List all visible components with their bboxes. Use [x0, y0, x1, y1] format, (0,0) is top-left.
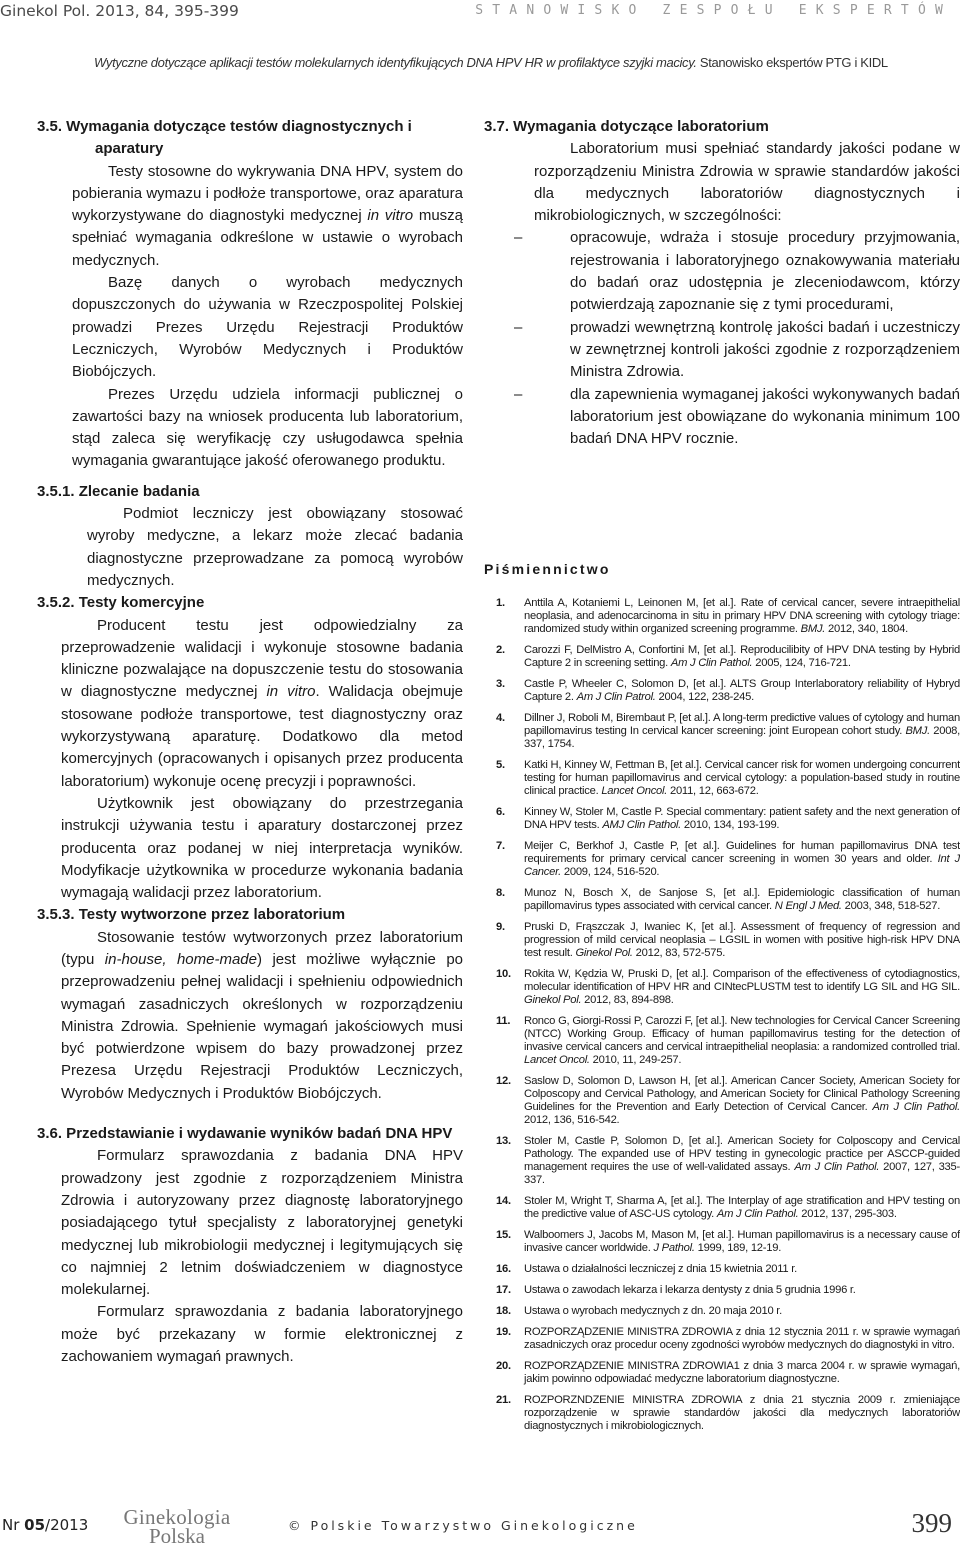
heading-3-5-2: 3.5.2. Testy komercyjne	[37, 594, 205, 612]
heading-3-7: 3.7. Wymagania dotyczące laboratorium	[484, 118, 769, 135]
section-label: STANOWISKO ZESPOŁU EKSPERTÓW	[475, 3, 952, 18]
paragraph: Prezes Urzędu udziela informacji publicznej o zawartości bazy na wniosek producenta lub laboratorium, stąd zaleca się weryfikację czy usługodawca spełnia wymagania gwarantujące jakość oferowanego produktu.	[72, 385, 463, 470]
section-3-5-2-body	[37, 615, 463, 905]
paragraph: Producent testu jest odpowiedzialny za przeprowadzenie walidacji i wykonuje stosowne badania kliniczne pozwalające na dopuszczenie testu do stosowania w diagnostyczne medycznej in vitro. Walidacja obejmuje stosowane podłoże transportowe, test diagnostyczny oraz wykorzystywaną aparaturę. Dodatkowo dla metod komercyjnych (opracowanych i opisanych przez producenta laboratorium) wykonuje ocenę precyzji i poprawności.	[61, 616, 464, 790]
reference-item: 19. ROZPORZĄDZENIE MINISTRA ZDROWIA z dnia 12 stycznia 2011 r. w sprawie wymagań zasadniczych oraz procedur oceny zgodności wyrobów medycznych do diagnostyki in vitro.	[496, 1325, 960, 1351]
requirements-list	[534, 227, 960, 450]
reference-item: 1. Anttila A, Kotaniemi L, Leinonen M, [et al.]. Rate of cervical cancer, severe intraepithelial neoplasia, and adenocarcinoma in situ in primary HPV DNA screening with cytology triage: randomized study within organized screening programme. BMJ. 2012, 340, 1804.	[496, 596, 960, 635]
reference-item: 7. Meijer C, Berkhof J, Castle P, [et al.]. Guidelines for human papillomavirus DNA test requirements for primary cervical cancer screening in women 30 years and older. Int J Cancer. 2009, 124, 516-520.	[496, 839, 960, 878]
paragraph: Laboratorium musi spełniać standardy jakości podane w rozporządzeniu Ministra Zdrowia w sprawie standardów jakości dla medycznych laboratoriów diagnostycznych i mikrobiologicznych, w szczególności:	[534, 140, 960, 225]
section-3-7-body	[484, 138, 960, 227]
reference-item: 11. Ronco G, Giorgi-Rossi P, Carozzi F, [et al.]. New technologies for Cervical Cancer Screening (NTCC) Working Group. Efficacy of human papillomavirus testing for the detection of invasive cervical cancers and cervical intraepithelial neoplasia: a randomized controlled trial. Lancet Oncol. 2010, 11, 249-257.	[496, 1014, 960, 1066]
journal-logo: Ginekologia Polska	[123, 1505, 231, 1543]
subtitle-normal: Stanowisko ekspertów PTG i KIDL	[699, 55, 888, 70]
reference-item: 12. Saslow D, Solomon D, Lawson H, [et al.]. American Cancer Society, American Society for Colposcopy and Cervical Pathology, and American Society for Clinical Pathology Screening Guidelines for the Prevention and Early Detection of Cervical Cancer. Am J Clin Pathol. 2012, 136, 516-542.	[496, 1074, 960, 1126]
list-item: – opracowuje, wdraża i stosuje procedury przyjmowania, rejestrowania i laboratoryjnego oznakowywania materiału do badań oraz udostępnia je zleceniodawcom, którzy potwierdzają zapoznanie się z tymi procedurami,	[534, 227, 960, 316]
list-item: – prowadzi wewnętrzną kontrolę jakości badań i uczestniczy w zewnętrznej kontroli jakości zgodnie z rozporządzeniem Ministra Zdrowia.	[534, 317, 960, 384]
page-number: 399	[911, 1508, 952, 1538]
paragraph: Stosowanie testów wytworzonych przez laboratorium (typu in-house, home-made) jest możliwe wyłącznie po przeprowadzeniu pełnej walidacji i spełnieniu odpowiednich wymagań zasadniczych określonych w rozporządzeniu Ministra Zdrowia. Spełnienie wymagań jakościowych musi być potwierdzone wpisem do bazy prowadzonej przez Prezesa Urzędu Rejestracji Produktów Leczniczych, Wyrobów Medycznych i Produktów Biobójczych.	[61, 928, 463, 1102]
paragraph: Podmiot leczniczy jest obowiązany stosować wyroby medyczne, a lekarz może zlecać badania diagnostyczne przeprowadzane za pomocą wyrobów medycznych.	[87, 505, 463, 589]
reference-item: 15. Walboomers J, Jacobs M, Mason M, [et al.]. Human papillomavirus is a necessary cause of invasive cancer worldwide. J Pathol. 1999, 189, 12-19.	[496, 1228, 960, 1254]
references-list	[484, 597, 960, 1433]
reference-item: 18. Ustawa o wyrobach medycznych z dn. 20 maja 2010 r.	[496, 1304, 782, 1317]
heading-3-5-3: 3.5.3. Testy wytworzone przez laboratorium	[37, 906, 346, 924]
section-3-5-body	[37, 161, 463, 473]
paragraph: Formularz sprawozdania z badania DNA HPV prowadzony jest zgodnie z rozporządzeniem Ministra Zdrowia i autoryzowany przez diagnostę laboratoryjnego posiadającego tytuł specjalisty z laboratoryjnej genetyki medycznej lub mikrobiologii medycznej i legitymujących się co najmniej 2 letnim doświadczeniem w diagnostyce molekularnej.	[61, 1147, 463, 1299]
reference-item: 2. Carozzi F, DelMistro A, Confortini M, [et al.]. Reproducilibity of HPV DNA testing by Hybrid Capture 2 in screening setting. Am J Clin Pathol. 2005, 124, 716-721.	[496, 643, 960, 669]
section-3-6-body	[37, 1145, 463, 1368]
journal-citation: Ginekol Pol. 2013, 84, 395-399	[0, 2, 239, 20]
reference-item: 13. Stoler M, Castle P, Solomon D, [et al.]. American Society for Colposcopy and Cervical Pathology. The expanded use of HPV testing in gynecologic practice per ASCCP-guided management requires the use of well-validated assays. Am J Clin Pathol. 2007, 127, 335-337.	[496, 1134, 960, 1186]
right-column	[484, 116, 960, 1441]
left-column	[37, 116, 463, 1368]
paragraph: Testy stosowne do wykrywania DNA HPV, system do pobierania wymazu i podłoże transportowe, oraz aparatura wykorzystywane do diagnostyki medycznej in vitro muszą spełniać wymagania odkreślone w ustawie o wyrobach medycznych.	[72, 162, 463, 269]
issue-number: Nr 05/2013	[2, 1516, 89, 1534]
reference-item: 9. Pruski D, Frąszczak J, Iwaniec K, [et al.]. Assessment of frequency of regression and progression of mild cervical neoplasia – LGSIL in women with positive high-risk HPV DNA test result. Ginekol Pol. 2012, 83, 572-575.	[496, 920, 960, 959]
section-3-5-3-body	[37, 927, 463, 1105]
section-3-5-1-body	[37, 503, 463, 592]
reference-item: 21. ROZPORZNDZENIE MINISTRA ZDROWIA z dnia 21 stycznia 2009 r. zmieniające rozporządzenie w sprawie standardów jakości dla medycznych laboratoriów diagnostycznych i mikrobiologicznych.	[496, 1393, 960, 1432]
reference-item: 4. Dillner J, Roboli M, Birembaut P, [et al.]. A long-term predictive values of cytology and human papillomavirus testing In cervical kancer screening: joint European cohort study. BMJ. 2008, 337, 1754.	[496, 711, 960, 750]
list-item: – dla zapewnienia wymaganej jakości wykonywanych badań laboratorium jest obowiązane do wykonania minimum 100 badań DNA HPV rocznie.	[534, 384, 960, 451]
paragraph: Bazę danych o wyrobach medycznych dopuszczonych do używania w Rzeczpospolitej Polskiej prowadzi Prezes Urzędu Rejestracji Produktów Leczniczych, Wyrobów Medycznych i Produktów Biobójczych.	[72, 274, 463, 381]
reference-item: 10. Rokita W, Kędzia W, Pruski D, [et al.]. Comparison of the effectiveness of cytodiagnostics, molecular identification of HPV HR and CINtecPLUSTM test to identify LG SIL and HG SIL. Ginekol Pol. 2012, 83, 894-898.	[496, 967, 960, 1006]
heading-3-6: 3.6. Przedstawianie i wydawanie wyników badań DNA HPV	[37, 1125, 453, 1143]
reference-item: 17. Ustawa o zawodach lekarza i lekarza dentysty z dnia 5 grudnia 1996 r.	[496, 1283, 856, 1296]
paragraph: Formularz sprawozdania z badania laboratoryjnego może być przekazany w formie elektronicznej z zachowaniem wymagań prawnych.	[61, 1303, 463, 1366]
reference-item: 20. ROZPORZĄDZENIE MINISTRA ZDROWIA1 z dnia 3 marca 2004 r. w sprawie wymagań, jakim powinno odpowiadać medyczne laboratorium diagnostyczne.	[496, 1359, 960, 1385]
article-subtitle	[94, 55, 888, 70]
copyright-notice: © Polskie Towarzystwo Ginekologiczne	[288, 1518, 638, 1533]
reference-item: 3. Castle P, Wheeler C, Solomon D, [et al.]. ALTS Group Interlaboratory reliability of Hybryd Capture 2. Am J Clin Patrol. 2004, 122, 238-245.	[496, 677, 960, 703]
paragraph: Użytkownik jest obowiązany do przestrzegania instrukcji używania testu i aparatury dostarczonej przez producenta oraz podanej w niej interpretacja wyników. Modyfikacje użytkownika w procedurze wykonania badania wymagają walidacji przez laboratorium.	[61, 794, 463, 902]
reference-item: 16. Ustawa o działalności leczniczej z dnia 15 kwietnia 2011 r.	[496, 1262, 797, 1275]
reference-item: 8. Munoz N, Bosch X, de Sanjose S, [et al.]. Epidemiologic classification of human papillomavirus types associated with cervical cancer. N Engl J Med. 2003, 348, 518-527.	[496, 886, 960, 912]
heading-3-5: 3.5. Wymagania dotyczące testów diagnostycznych i aparatury	[37, 118, 412, 158]
heading-3-5-1: 3.5.1. Zlecanie badania	[37, 482, 200, 500]
subtitle-italic: Wytyczne dotyczące aplikacji testów molekularnych identyfikujących DNA HPV HR w profilaktyce szyjki macicy.	[94, 55, 697, 70]
reference-item: 6. Kinney W, Stoler M, Castle P. Special commentary: patient safety and the next generation of DNA HPV tests. AMJ Clin Pathol. 2010, 134, 193-199.	[496, 805, 960, 831]
reference-item: 14. Stoler M, Wright T, Sharma A, [et al.]. The Interplay of age stratification and HPV testing on the predictive value of ASC-US cytology. Am J Clin Pathol. 2012, 137, 295-303.	[496, 1194, 960, 1220]
reference-item: 5. Katki H, Kinney W, Fettman B, [et al.]. Cervical cancer risk for women undergoing concurrent testing for human papillomavirus and cervical cytology: a population-based study in routine clinical practice. Lancet Oncol. 2011, 12, 663-672.	[496, 758, 960, 797]
references-heading: Piśmiennictwo	[484, 561, 611, 578]
